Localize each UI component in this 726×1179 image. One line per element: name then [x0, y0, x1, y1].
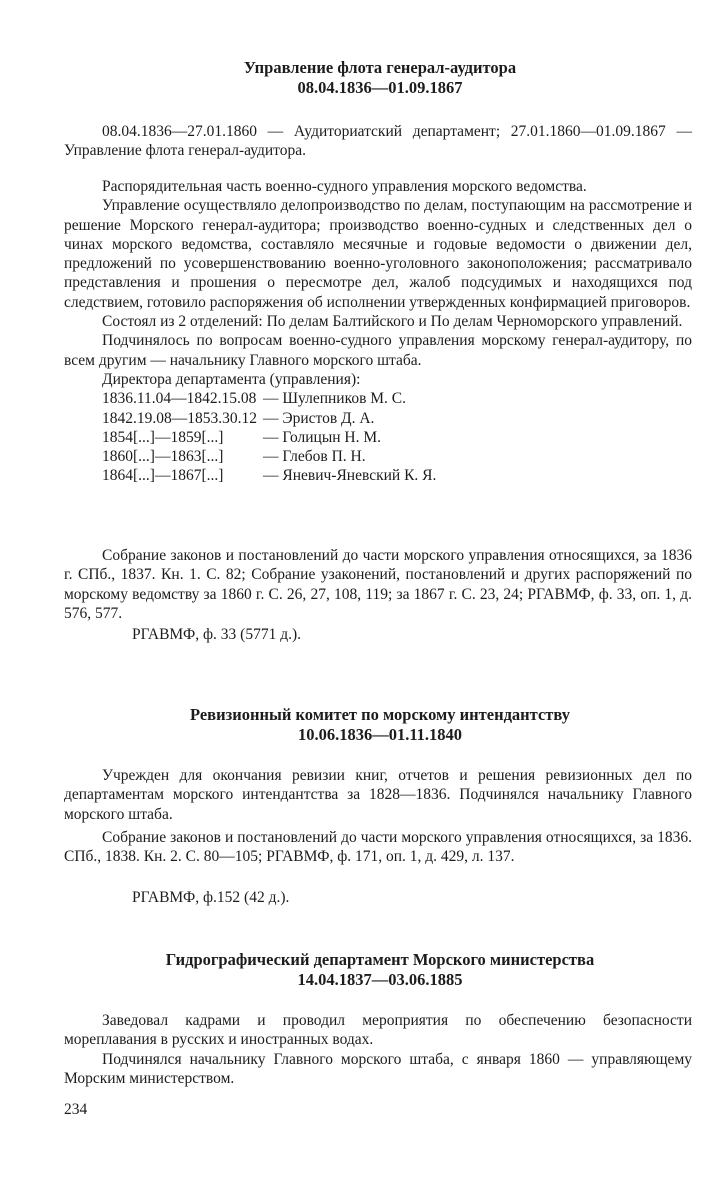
section-1-title: Управление флота генерал-аудитора [243, 58, 517, 77]
director-row [102, 389, 692, 408]
section-1-heading [60, 58, 700, 98]
section-1-para-4: Подчинялось по вопросам военно-судного управления морскому генерал-аудитору, по всем другим — начальнику Главного морского штаба. [64, 332, 692, 369]
section-3-dates: 14.04.1837—03.06.1885 [297, 970, 463, 989]
director-name: — Эристов Д. А. [263, 409, 375, 427]
directors-heading: Директора департамента (управления): [102, 370, 361, 388]
director-name: — Шулепников М. С. [263, 390, 407, 408]
director-dates: 1864[...]—1867[...] [102, 467, 224, 485]
page-number: 234 [64, 1101, 88, 1118]
section-1-body [64, 177, 692, 486]
section-2-title: Ревизионный комитет по морскому интендантству [189, 705, 571, 724]
director-row [102, 447, 692, 466]
director-row [102, 428, 692, 447]
section-1-para-3: Состоял из 2 отделений: По делам Балтийского и По делам Черноморского управлений. [102, 313, 683, 331]
section-1-sources: Собрание законов и постановлений до части морского управления относящихся, за 1836 г. СПб., 1837. Кн. 1. С. 82; Собрание узаконений, постановлений и других распоряжений по морскому ведомству за 1860 г. С. 26, 27, 108, 119; за 1867 г. С. 23, 24; РГАВМФ, ф. 33, оп. 1, д. 576, 577. [64, 547, 692, 622]
section-3-para-2: Подчинялся начальнику Главного морского штаба, с января 1860 — управляющему Морским министерством. [64, 1050, 692, 1087]
section-3-title: Гидрографический департамент Морского министерства [165, 950, 595, 969]
section-1-dates: 08.04.1836—01.09.1867 [297, 78, 463, 97]
section-2-archive: РГАВМФ, ф.152 (42 д.). [132, 889, 290, 906]
section-1-para-1: Распорядительная часть военно-судного управления морского ведомства. [102, 178, 587, 195]
director-name: — Голицын Н. М. [263, 428, 382, 446]
director-dates: 1842.19.08—1853.30.12 [102, 409, 257, 427]
section-2-heading [60, 705, 700, 745]
section-2-dates: 10.06.1836—01.11.1840 [297, 725, 463, 744]
section-1-history: 08.04.1836—27.01.1860 — Аудиториатский департамент; 27.01.1860—01.09.1867 — Управление флота генерал-аудитора. [64, 123, 692, 160]
directors-list [64, 389, 692, 485]
section-3-heading [60, 950, 700, 990]
section-3-para-1: Заведовал кадрами и проводил мероприятия по обеспечению безопасности мореплавания в русских и иностранных водах. [64, 1012, 692, 1049]
section-1-para-2: Управление осуществляло делопроизводство по делам, поступающим на рассмотрение и решение Морского генерал-аудитора; производство военно-судных и следственных дел о чинах морского ведомства, составляло месячные и годовые ведомости о движении дел, предложений по усовершенствованию военно-уголовного законоположения; рассматривало представления и прошения о пересмотре дел, жалоб подсудимых и находящихся под следствием, готовило распоряжения об исполнении утвержденных конфирмацией приговоров. [64, 197, 692, 311]
section-2-sources: Собрание законов и постановлений до части морского управления относящихся, за 1836. СПб., 1838. Кн. 2. С. 80—105; РГАВМФ, ф. 171, оп. 1, д. 429, л. 137. [64, 829, 692, 866]
director-name: — Глебов П. Н. [263, 448, 366, 466]
section-2-para-1: Учрежден для окончания ревизии книг, отчетов и решения ревизионных дел по департаментам морского интендантства за 1828—1836. Подчинялся начальнику Главного морского штаба. [64, 767, 692, 823]
section-1-archive: РГАВМФ, ф. 33 (5771 д.). [132, 626, 302, 643]
director-dates: 1836.11.04—1842.15.08 [102, 390, 257, 408]
director-dates: 1854[...]—1859[...] [102, 428, 224, 446]
director-name: — Яневич-Яневский К. Я. [263, 467, 437, 485]
section-3-body [64, 1011, 692, 1088]
director-row [102, 466, 692, 485]
director-row [102, 409, 692, 428]
director-dates: 1860[...]—1863[...] [102, 448, 224, 466]
